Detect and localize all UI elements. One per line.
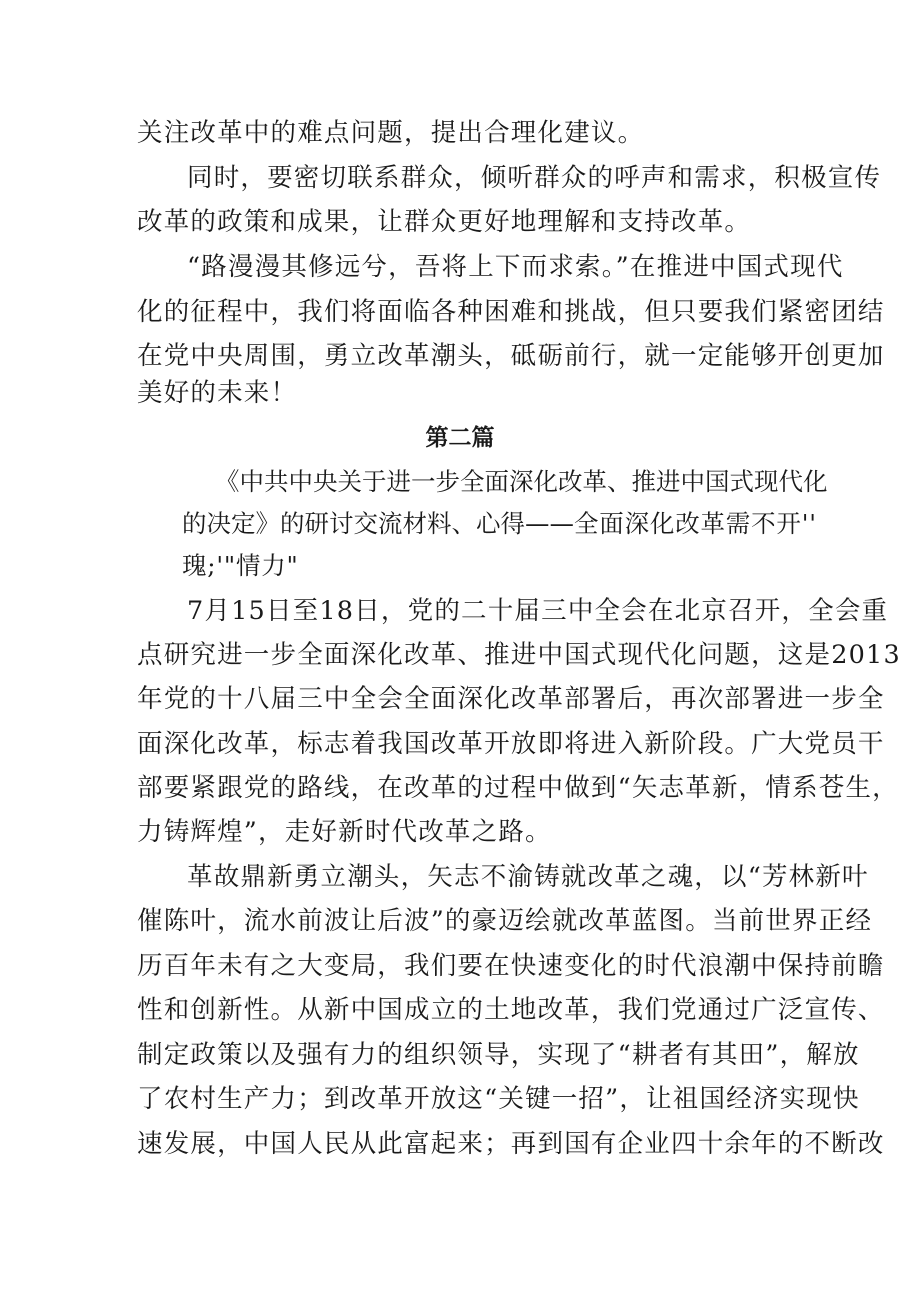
paragraph-line: 7月15日至18日，党的二十届三中全会在北京召开，全会重 [187, 596, 889, 626]
article-title-line: 《中共中央关于进一步全面深化改革、推进中国式现代化 [215, 467, 828, 496]
paragraph-line: 关注改革中的难点问题，提出合理化建议。 [137, 118, 645, 148]
paragraph-line: 力铸辉煌”，走好新时代改革之路。 [137, 817, 552, 847]
paragraph-line: “路漫漫其修远兮，吾将上下而求索。”在推进中国式现代 [187, 252, 844, 282]
paragraph-line: 面深化改革，标志着我国改革开放即将进入新阶段。广大党员干 [137, 729, 885, 759]
paragraph-line: 同时，要密切联系群众，倾听群众的呼声和需求，积极宣传 [187, 163, 882, 193]
article-title-part: 的决定》的研讨交流材料、心得—— [182, 509, 574, 538]
paragraph-line: 部要紧跟党的路线，在改革的过程中做到“矢志革新，情系苍生， [137, 773, 899, 803]
paragraph-line: 点研究进一步全面深化改革、推进中国式现代化问题，这是2013 [137, 640, 901, 670]
paragraph-line: 年党的十八届三中全会全面深化改革部署后，再次部署进一步全 [137, 684, 885, 714]
paragraph-line: 了农村生产力；到改革开放这“关键一招”，让祖国经济实现快 [137, 1084, 860, 1114]
article-title-part: 瑰;'"情力" [182, 551, 299, 580]
paragraph-line: 改革的政策和成果，让群众更好地理解和支持改革。 [137, 207, 752, 237]
article-title-line [182, 507, 817, 541]
paragraph-line: 制定政策以及强有力的组织领导，实现了“耕者有其田”，解放 [137, 1040, 860, 1070]
paragraph-line: 美好的未来！ [137, 378, 298, 408]
section-heading: 第二篇 [425, 425, 495, 451]
paragraph-line: 速发展，中国人民从此富起来；再到国有企业四十余年的不断改 [137, 1129, 885, 1159]
paragraph-line: 革故鼎新勇立潮头，矢志不渝铸就改革之魂，以“芳林新叶 [187, 862, 869, 892]
article-title-line [182, 549, 299, 583]
paragraph-line: 化的征程中，我们将面临各种困难和挑战，但只要我们紧密团结 [137, 297, 885, 327]
paragraph-line: 在党中央周围，勇立改革潮头，砥砺前行，就一定能够开创更加 [137, 341, 885, 371]
paragraph-line: 性和创新性。从新中国成立的土地改革，我们党通过广泛宣传、 [137, 995, 885, 1025]
paragraph-line: 历百年未有之大变局，我们要在快速变化的时代浪潮中保持前瞻 [137, 951, 885, 981]
article-title-part: 全面深化改革需不开'' [574, 509, 817, 538]
paragraph-line: 催陈叶，流水前波让后波”的豪迈绘就改革蓝图。当前世界正经 [137, 906, 873, 936]
